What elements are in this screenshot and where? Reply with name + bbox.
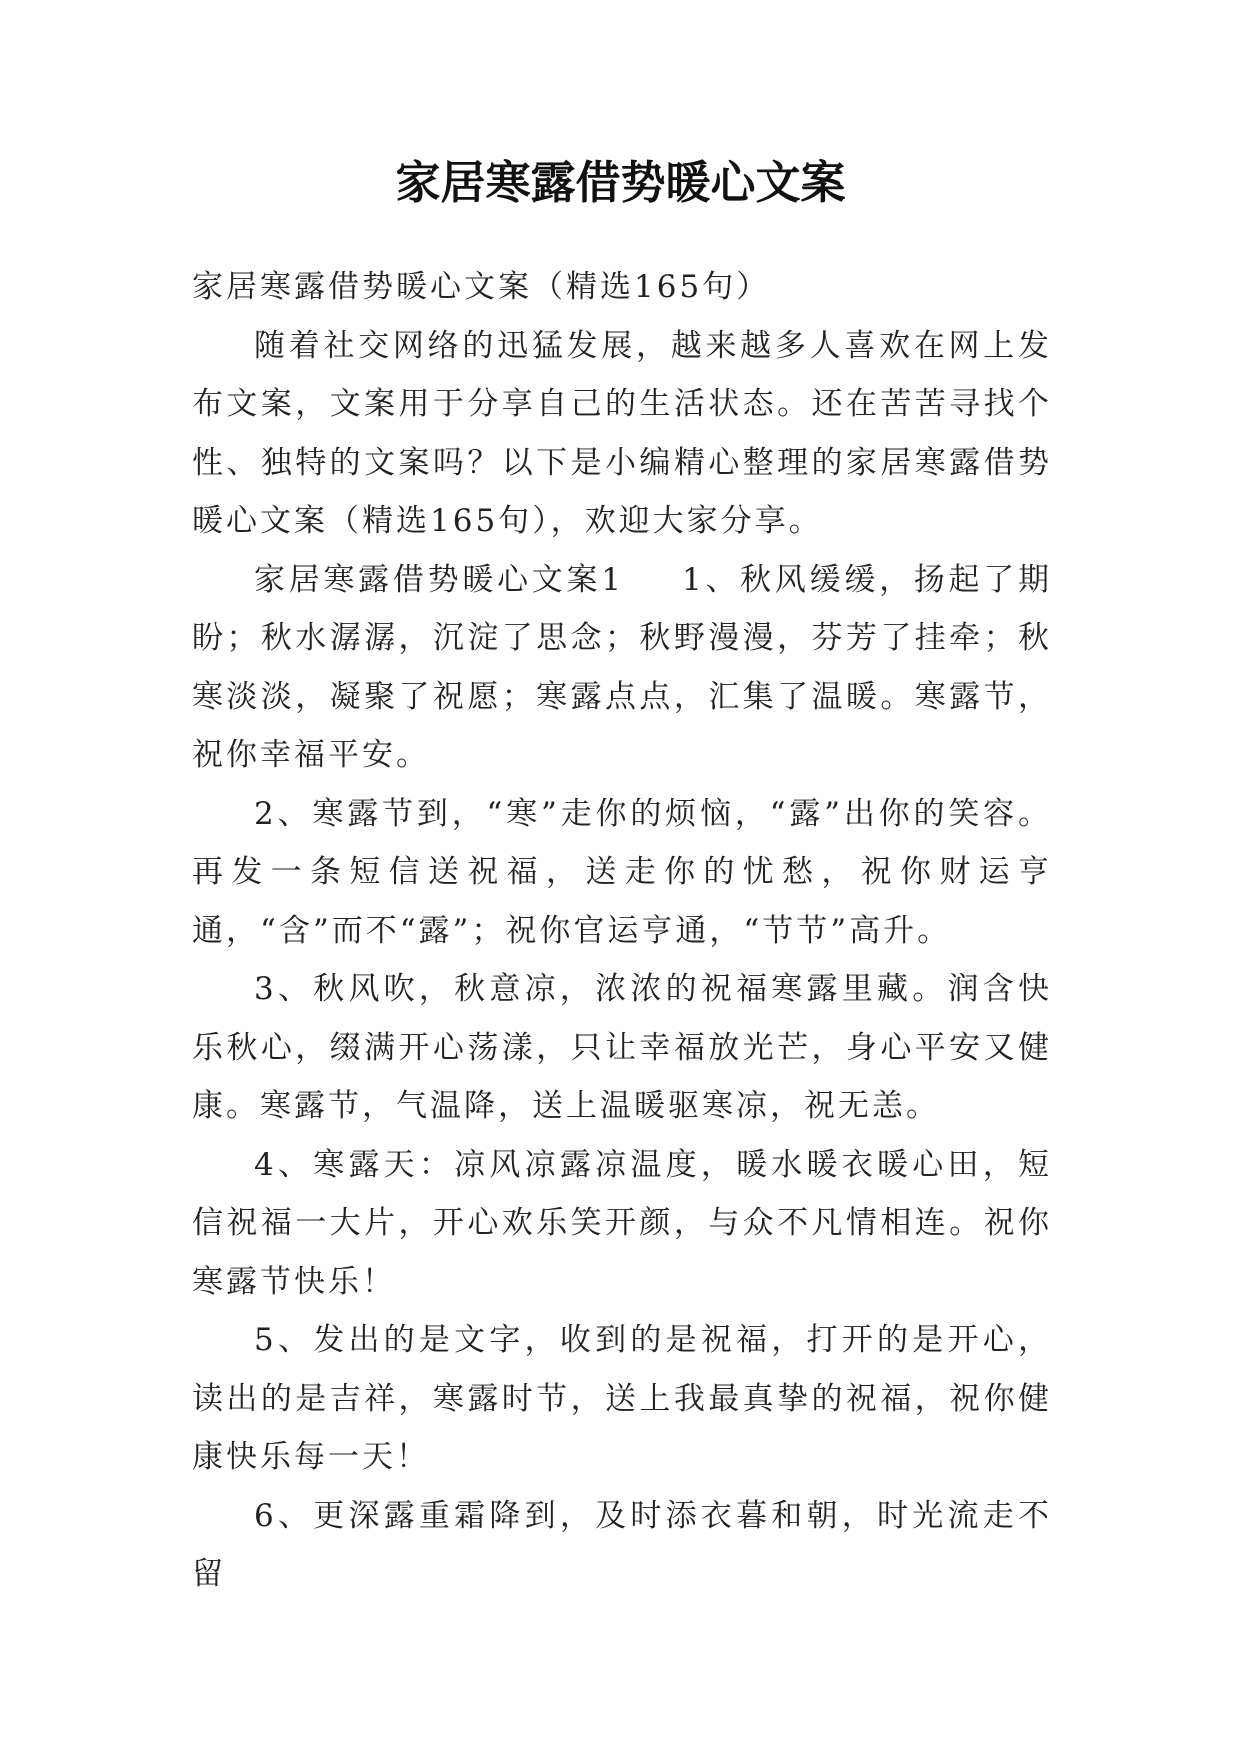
document-subtitle: 家居寒露借势暖心文案（精选165句） [192, 269, 771, 305]
list-item: 2、寒露节到，“寒”走你的烦恼，“露”出你的笑容。再发一条短信送祝福，送走你的忧愁，祝你财运亨通，“含”而不“露”；祝你官运亨通，“节节”高升。 [192, 795, 1052, 949]
section-heading: 家居寒露借势暖心文案1 [254, 561, 624, 598]
intro-paragraph: 随着社交网络的迅猛发展，越来越多人喜欢在网上发布文案，文案用于分享自己的生活状态。还在苦苦寻找个性、独特的文案吗？以下是小编精心整理的家居寒露借势暖心文案（精选165句），欢迎大家分享。 [192, 327, 1052, 539]
list-item: 3、秋风吹，秋意凉，浓浓的祝福寒露里藏。润含快乐秋心，缀满开心荡漾，只让幸福放光芒，身心平安又健康。寒露节，气温降，送上温暖驱寒凉，祝无恙。 [192, 971, 1052, 1124]
document-title: 家居寒露借势暖心文案 [395, 156, 846, 209]
list-item: 6、更深露重霜降到，及时添衣暮和朝，时光流走不留 [192, 1497, 1052, 1592]
list-item: 1、秋风缓缓，扬起了期盼；秋水潺潺，沉淀了思念；秋野漫漫，芬芳了挂牵；秋寒淡淡，凝聚了祝愿；寒露点点，汇集了温暖。寒露节，祝你幸福平安。 [192, 561, 1052, 773]
document-body [192, 258, 1052, 1604]
list-item: 5、发出的是文字，收到的是祝福，打开的是开心，读出的是吉祥，寒露时节，送上我最真挚的祝福，祝你健康快乐每一天！ [192, 1322, 1052, 1475]
section-paragraph-1 [192, 551, 1052, 785]
list-item: 4、寒露天：凉风凉露凉温度，暖水暖衣暖心田，短信祝福一大片，开心欢乐笑开颜，与众不凡情相连。祝你寒露节快乐！ [192, 1146, 1052, 1300]
